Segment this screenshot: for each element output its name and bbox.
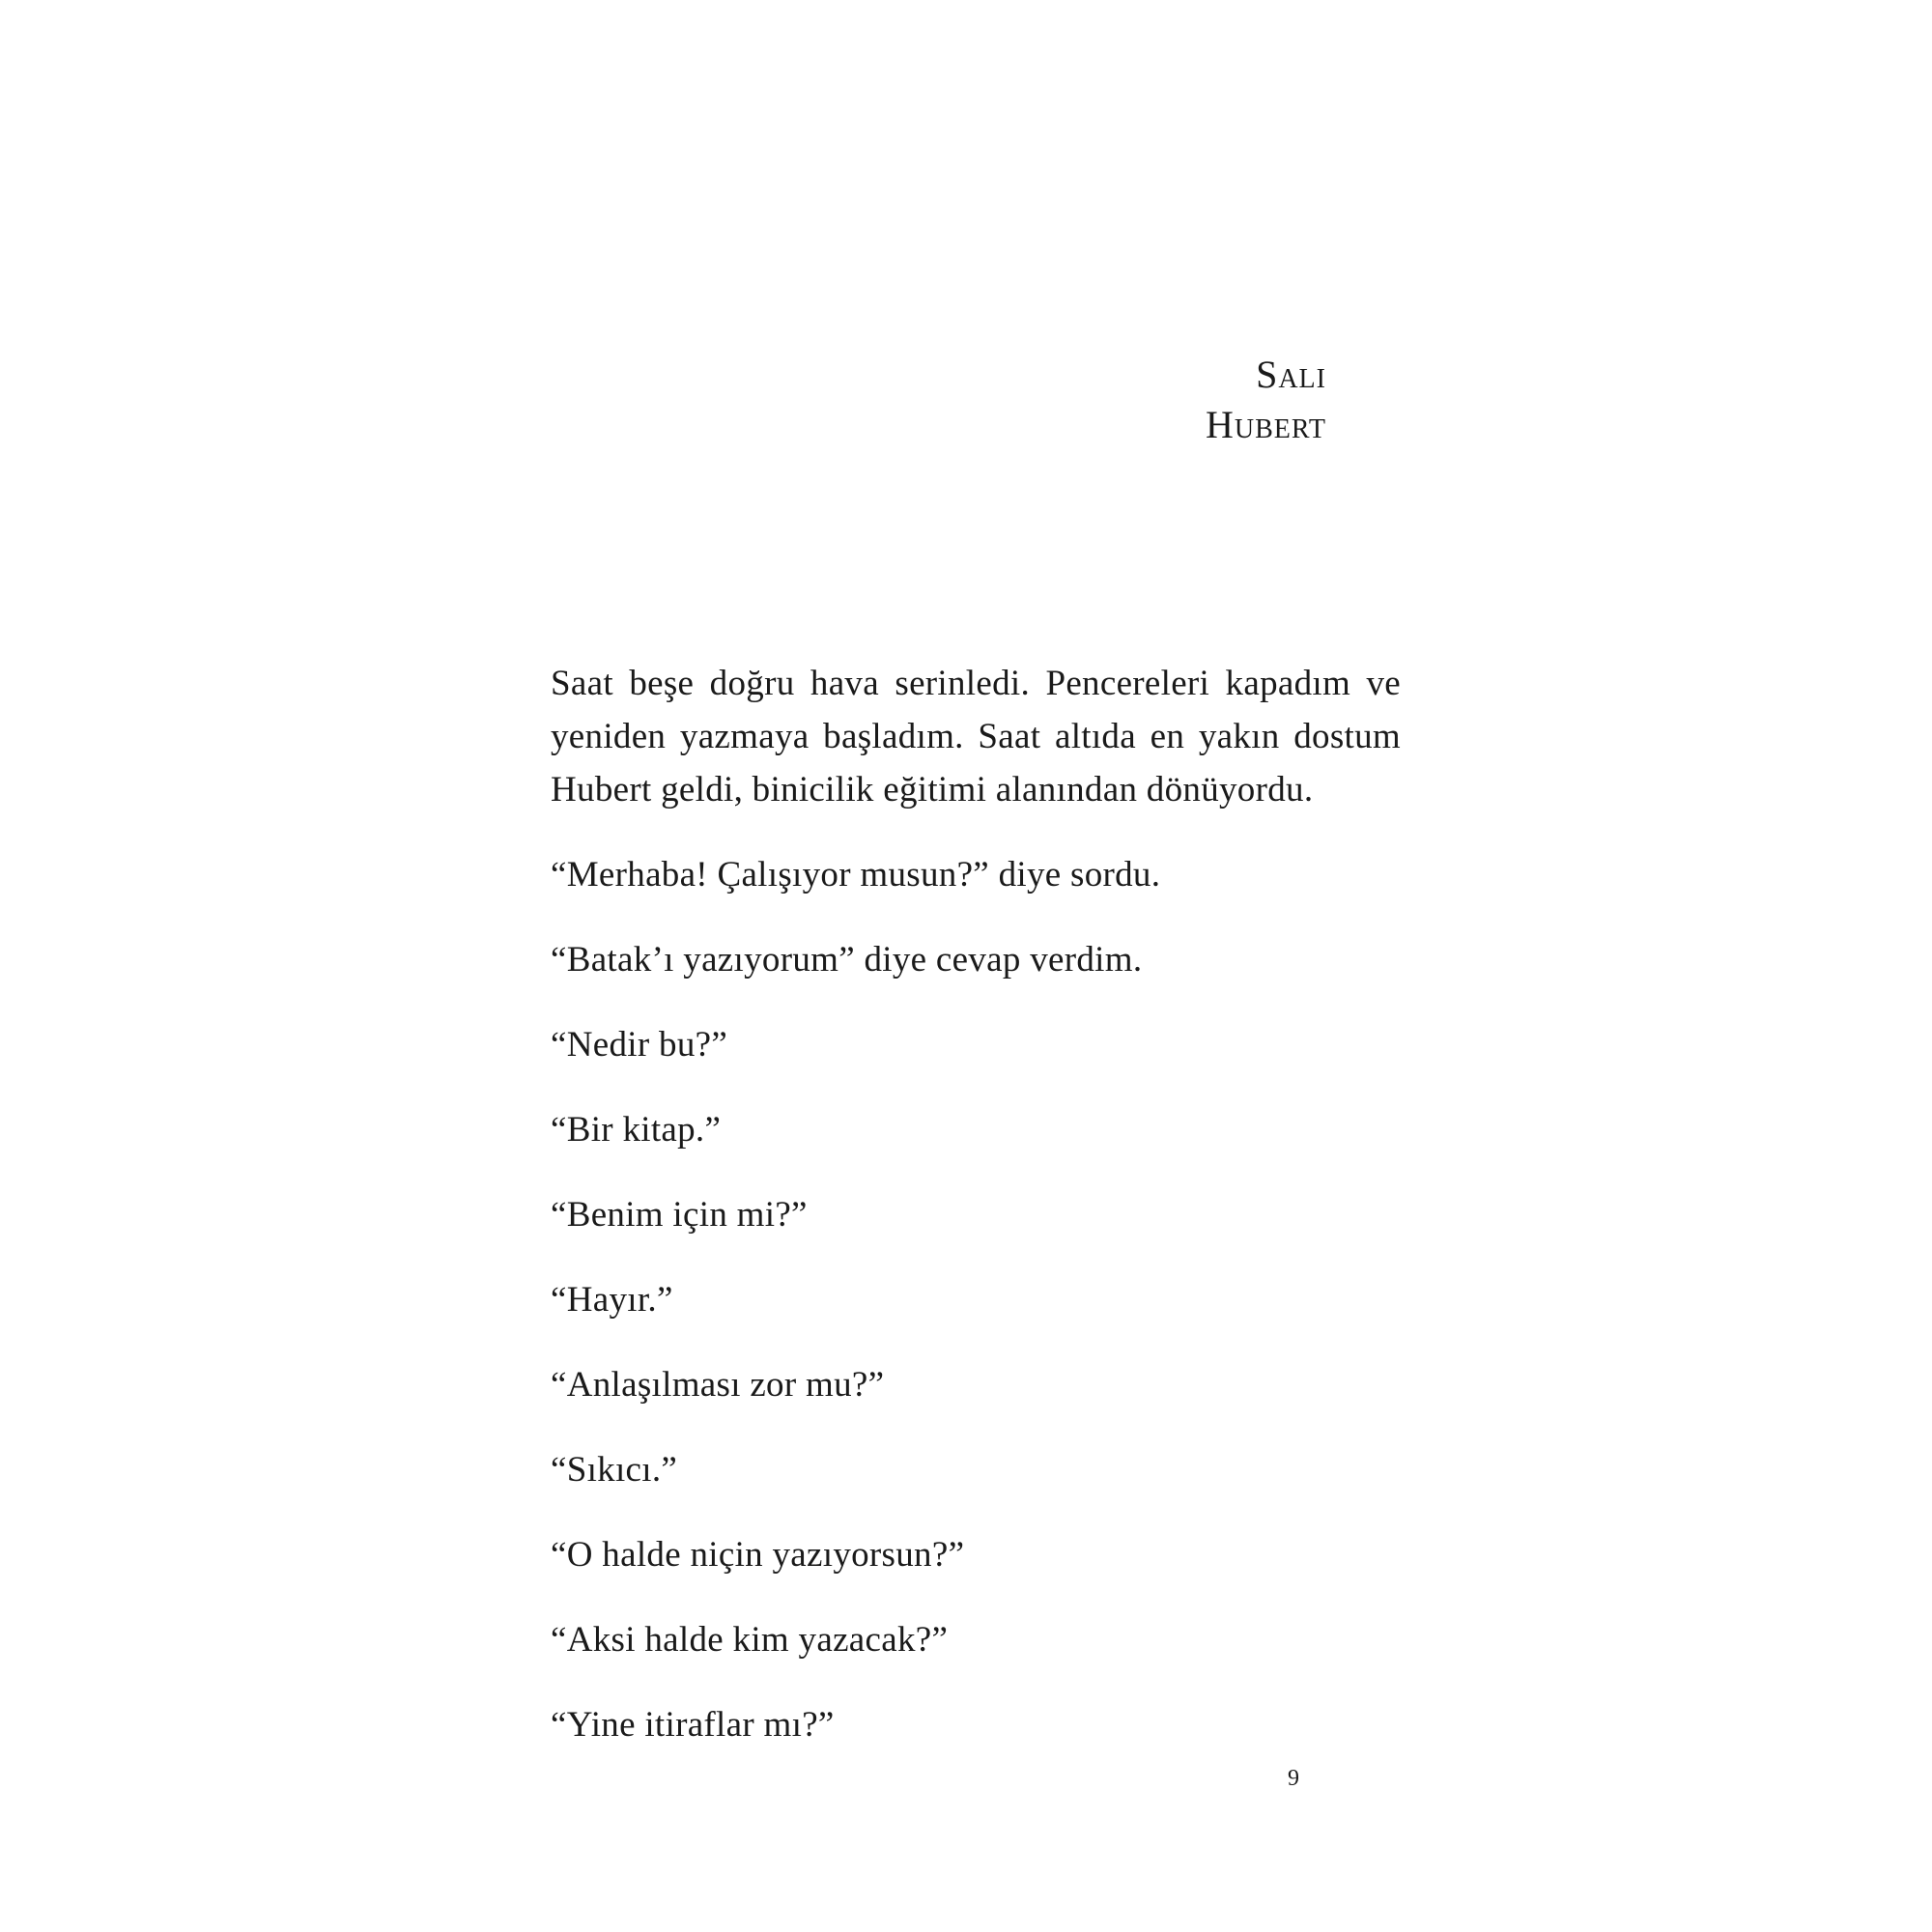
dialogue-line: “Batak’ı yazıyorum” diye cevap verdim. [551,940,1143,980]
chapter-name: Hubert [1206,403,1326,446]
dialogue-line: “Bir kitap.” [551,1110,722,1150]
dialogue-line: “Sıkıcı.” [551,1450,678,1490]
chapter-heading [1206,350,1326,450]
paragraph-1: Saat beşe doğru hava serinledi. Pencereleri kapadım ve yeniden yazmaya başladım. Saat altıda en yakın dostum Hubert geldi, binicilik eğitimi alanından dönüyordu. [551,664,1401,810]
body-text [551,657,1401,1783]
dialogue-line: “Merhaba! Çalışıyor musun?” diye sordu. [551,855,1161,895]
dialogue-line: “Hayır.” [551,1280,673,1320]
chapter-day: Salı [1256,353,1326,396]
dialogue-line: “Aksi halde kim yazacak?” [551,1620,949,1660]
dialogue-line: “Anlaşılması zor mu?” [551,1365,885,1405]
dialogue-line: “O halde niçin yazıyorsun?” [551,1535,965,1575]
dialogue-line: “Nedir bu?” [551,1025,728,1065]
dialogue-line: “Yine itiraflar mı?” [551,1705,835,1745]
page-number: 9 [1288,1766,1299,1791]
dialogue-line: “Benim için mi?” [551,1195,808,1235]
